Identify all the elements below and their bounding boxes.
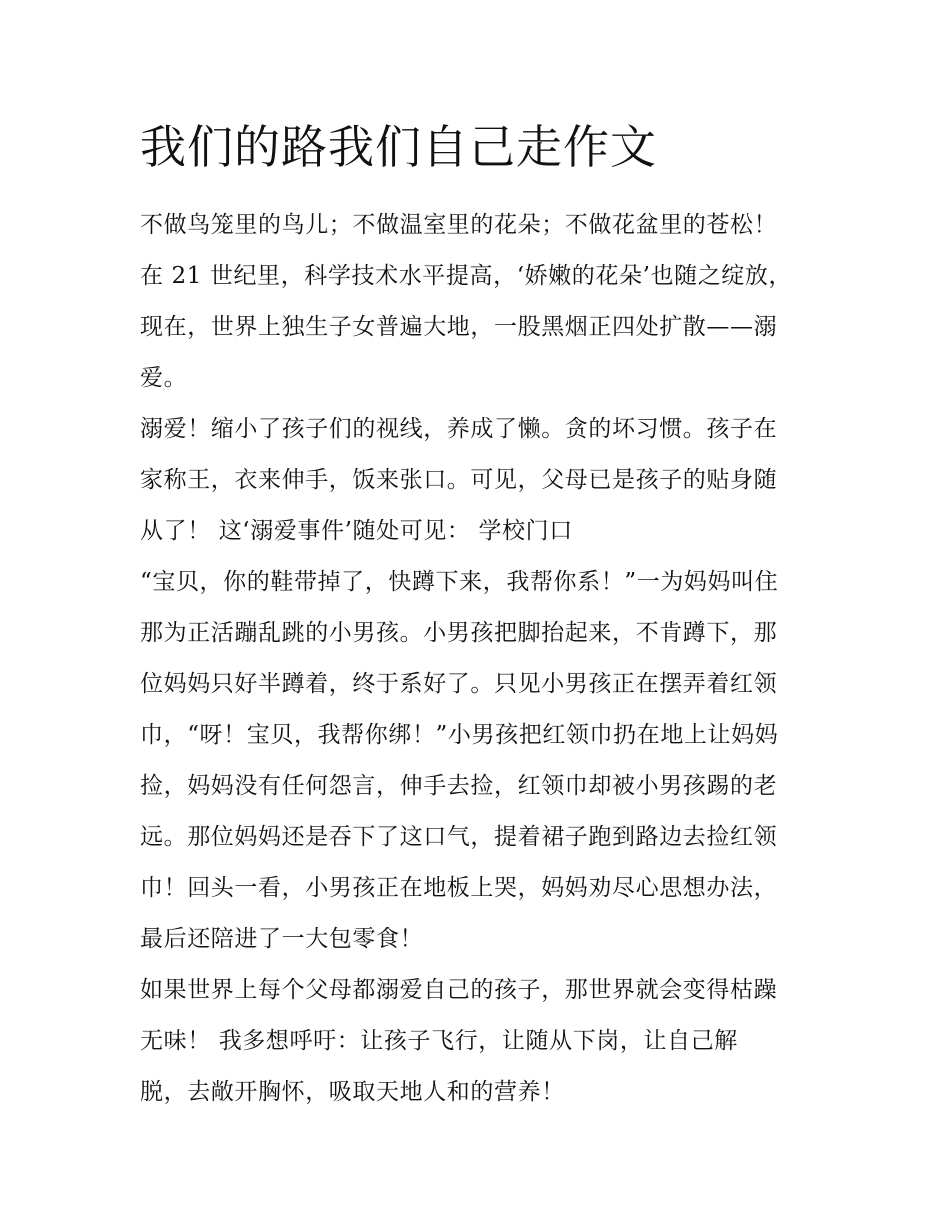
text-line: 位妈妈只好半蹲着，终于系好了。只见小男孩正在摆弄着红领 bbox=[140, 671, 778, 697]
text-line: 如果世界上每个父母都溺爱自己的孩子，那世界就会变得枯躁 bbox=[140, 977, 778, 1003]
text-line: 巾，“呀！宝贝，我帮你绑！”小男孩把红领巾扔在地上让妈妈 bbox=[140, 722, 779, 748]
text-line: 家称王，衣来伸手，饭来张口。可见，父母已是孩子的贴身随 bbox=[140, 467, 778, 493]
document-title: 我们的路我们自己走作文 bbox=[140, 120, 657, 174]
text-line: 最后还陪进了一大包零食！ bbox=[140, 926, 424, 952]
text-line: 巾！回头一看，小男孩正在地板上哭，妈妈劝尽心思想办法， bbox=[140, 875, 778, 901]
text-line: 在 21 世纪里，科学技术水平提高，‘娇嫩的花朵’也随之绽放， bbox=[140, 263, 793, 289]
text-line: 那为正活蹦乱跳的小男孩。小男孩把脚抬起来，不肯蹲下，那 bbox=[140, 620, 778, 646]
text-line: 爱。 bbox=[140, 365, 188, 391]
text-line: 捡，妈妈没有任何怨言，伸手去捡，红领巾却被小男孩踢的老 bbox=[140, 773, 778, 799]
text-line: “宝贝，你的鞋带掉了，快蹲下来，我帮你系！”一为妈妈叫住 bbox=[140, 569, 779, 595]
document-body bbox=[140, 200, 812, 1118]
text-line: 现在，世界上独生子女普遍大地，一股黑烟正四处扩散——溺 bbox=[140, 314, 778, 340]
text-line: 溺爱！缩小了孩子们的视线，养成了懒。贪的坏习惯。孩子在 bbox=[140, 416, 778, 442]
text-line: 远。那位妈妈还是吞下了这口气，提着裙子跑到路边去捡红领 bbox=[140, 824, 778, 850]
text-line: 不做鸟笼里的鸟儿；不做温室里的花朵；不做花盆里的苍松！ bbox=[140, 212, 778, 238]
text-line: 无味！ 我多想呼吁：让孩子飞行，让随从下岗，让自己解 bbox=[140, 1028, 738, 1054]
text-line: 脱，去敞开胸怀，吸取天地人和的营养！ bbox=[140, 1079, 565, 1105]
text-line: 从了！ 这‘溺爱事件’随处可见： 学校门口 bbox=[140, 518, 573, 544]
